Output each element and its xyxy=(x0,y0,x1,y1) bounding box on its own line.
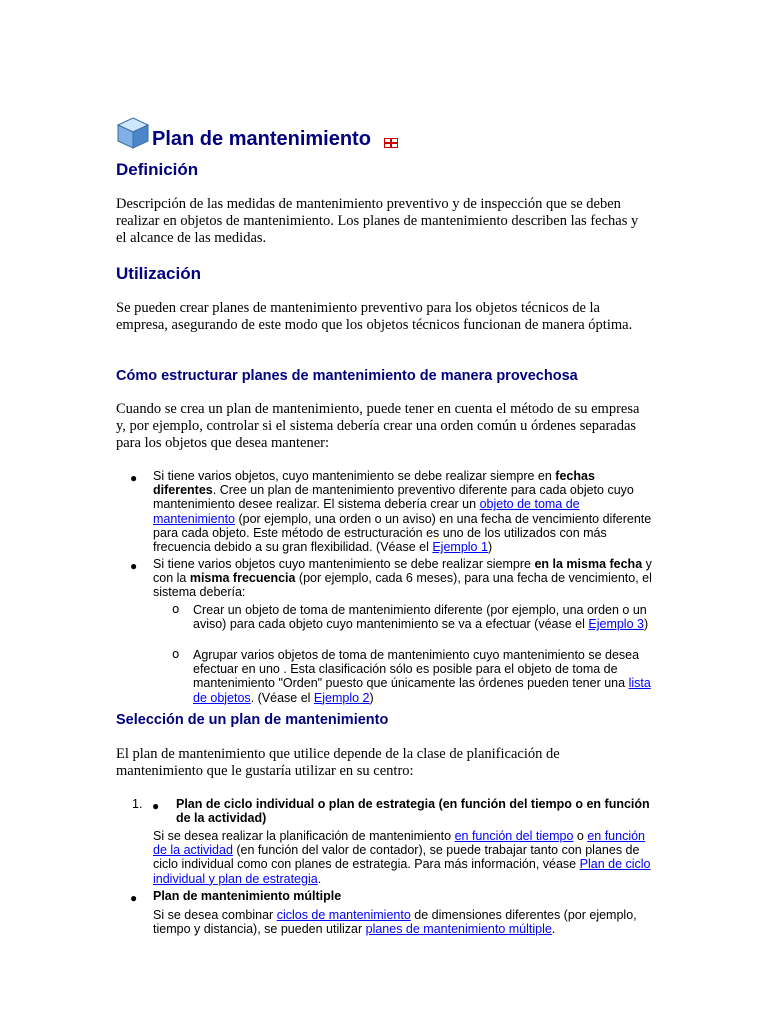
link-ejemplo-2[interactable]: Ejemplo 2 xyxy=(313,690,370,705)
paragraph-seleccion: El plan de mantenimiento que utilice depende de la clase de planificación de mantenimiento que le gustaría utilizar en su centro: xyxy=(116,746,560,779)
circle-marker: o xyxy=(172,602,180,616)
bullet-marker: ● xyxy=(130,559,138,573)
paragraph-como-estructurar: Cuando se crea un plan de mantenimiento, puede tener en cuenta el método de su empresa y, por ejemplo, controlar si el sistema debería crear una orden común u órdenes separadas para los objetos que desea mantener: xyxy=(116,401,640,451)
list-item-misma-fecha: Si tiene varios objetos cuyo mantenimiento se debe realizar siempre en la misma fecha y con la misma frecuencia (por ejemplo, cada 6 meses), para una fecha de vencimiento, el sistema debería: xyxy=(153,557,652,600)
paragraph-utilizacion: Se pueden crear planes de mantenimiento preventivo para los objetos técnicos de la empresa, asegurando de este modo que los objetos técnicos funcionan de manera óptima. xyxy=(116,300,633,333)
paragraph-definicion: Descripción de las medidas de mantenimiento preventivo y de inspección que se deben realizar en objetos de mantenimiento. Los planes de mantenimiento describen las fechas y el alcance de las medidas. xyxy=(116,196,639,246)
link-planes-mantenimiento-multiple[interactable]: planes de mantenimiento múltiple xyxy=(365,922,552,937)
link-en-funcion-de-la-actividad[interactable]: en función de la actividad xyxy=(153,829,645,858)
page-title: Plan de mantenimiento xyxy=(152,128,371,150)
link-ejemplo-3[interactable]: Ejemplo 3 xyxy=(588,617,644,632)
bullet-marker: ● xyxy=(130,891,138,905)
heading-utilizacion: Utilización xyxy=(116,264,202,283)
heading-como-estructurar: Cómo estructurar planes de mantenimiento de manera provechosa xyxy=(116,368,578,384)
flag-icon[interactable] xyxy=(384,138,398,148)
link-objeto-toma-mantenimiento[interactable]: objeto de toma de mantenimiento xyxy=(153,497,580,526)
heading-definicion: Definición xyxy=(116,160,199,179)
list-item-title-ciclo-individual: Plan de ciclo individual o plan de estrategia (en función del tiempo o en función de la actividad) xyxy=(176,797,650,826)
sublist-item-crear-objeto: Crear un objeto de toma de mantenimiento diferente (por ejemplo, una orden o un aviso) para cada objeto cuyo mantenimiento se va a efectuar (véase el Ejemplo 3) xyxy=(193,603,649,632)
list-number: 1. xyxy=(132,797,143,811)
bullet-marker: ● xyxy=(130,471,138,485)
link-ejemplo-1[interactable]: Ejemplo 1 xyxy=(432,540,488,555)
cube-icon xyxy=(116,116,150,150)
link-plan-ciclo-individual-estrategia[interactable]: Plan de ciclo individual y plan de estrategia xyxy=(153,857,651,886)
link-en-funcion-del-tiempo[interactable]: en función del tiempo xyxy=(454,829,574,843)
link-lista-de-objetos[interactable]: lista de objetos xyxy=(193,676,651,705)
link-ciclos-de-mantenimiento[interactable]: ciclos de mantenimiento xyxy=(276,908,411,922)
list-item-desc-mantenimiento-multiple: Si se desea combinar ciclos de mantenimiento de dimensiones diferentes (por ejemplo, tiempo y distancia), se pueden utilizar planes de mantenimiento múltiple. xyxy=(153,908,637,937)
circle-marker: o xyxy=(172,647,180,661)
list-item-desc-ciclo-individual: Si se desea realizar la planificación de mantenimiento en función del tiempo o en función de la actividad (en función del valor de contador), se puede trabajar tanto con planes de ciclo individual como con planes de estrategia. Para más información, véase Plan de ciclo individual y plan de estrategia. xyxy=(153,829,651,886)
list-item-fechas-diferentes: Si tiene varios objetos, cuyo mantenimiento se debe realizar siempre en fechas diferentes. Cree un plan de mantenimiento preventivo diferente para cada objeto cuyo mantenimiento desee realizar. El sistema debería crear un objeto de toma de mantenimiento (por ejemplo, una orden o un aviso) en una fecha de vencimiento diferente para cada objeto. Este método de estructuración es uno de los utilizados con más frecuencia debido a su gran flexibilidad. (Véase el Ejemplo 1) xyxy=(153,469,652,555)
bullet-marker: ● xyxy=(152,799,160,813)
list-item-title-mantenimiento-multiple: Plan de mantenimiento múltiple xyxy=(153,889,342,903)
sublist-item-agrupar-objetos: Agrupar varios objetos de toma de mantenimiento cuyo mantenimiento se desea efectuar en uno . Esta clasificación sólo es posible para el objeto de toma de mantenimiento "Orden" puesto que únicamente las órdenes pueden tener una lista de objetos. (Véase el Ejemplo 2) xyxy=(193,648,651,705)
heading-seleccion: Selección de un plan de mantenimiento xyxy=(116,712,389,728)
